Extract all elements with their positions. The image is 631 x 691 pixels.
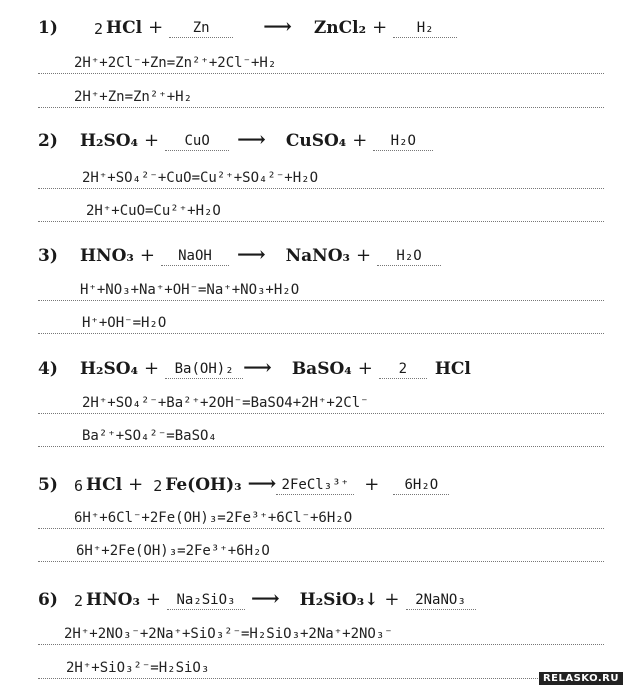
reactant1-formula: HNO₃ [80, 246, 134, 266]
product2-coefficient-blank: 2 [379, 361, 427, 379]
product1-formula: BaSO₄ [291, 359, 352, 379]
product1-formula: NaNO₃ [285, 246, 350, 266]
net-ionic-line-1 [38, 81, 604, 108]
reaction-arrow: ⟶ [243, 355, 270, 379]
reactant2-blank: NaOH [161, 248, 229, 266]
product2-blank: H₂O [373, 133, 433, 151]
plus-sign: + [384, 589, 400, 610]
full-ionic-equation: 2H⁺+SO₄²⁻+Ba²⁺+2OH⁻=BaSO4+2H⁺+2Cl⁻ [82, 395, 369, 411]
problem-number: 2) [38, 131, 58, 151]
plus-sign: + [148, 17, 164, 38]
plus-sign: + [144, 358, 160, 379]
full-ionic-equation: H⁺+NO₃+Na⁺+OH⁻=Na⁺+NO₃+H₂O [80, 282, 300, 298]
product1-formula: CuSO₄ [285, 131, 347, 151]
net-ionic-line-2 [38, 195, 604, 222]
full-ionic-line-6 [38, 618, 604, 645]
product1-blank: 2FeCl₃³⁺ [276, 477, 354, 495]
reactant2-coefficient: 2 [153, 477, 163, 495]
plus-sign: + [352, 130, 368, 151]
reaction-arrow: ⟶ [263, 14, 290, 38]
product1-formula: H₂SiO₃↓ [299, 590, 379, 610]
net-ionic-equation: 6H⁺+2Fe(OH)₃=2Fe³⁺+6H₂O [76, 543, 270, 559]
plus-sign: + [139, 245, 155, 266]
equation-4 [38, 349, 471, 379]
full-ionic-equation: 2H⁺+2Cl⁻+Zn=Zn²⁺+2Cl⁻+H₂ [74, 55, 277, 71]
net-ionic-equation: 2H⁺+Zn=Zn²⁺+H₂ [74, 89, 193, 105]
product2-blank: 6H₂O [393, 477, 449, 495]
product2-formula: HCl [434, 359, 471, 379]
product2-blank: H₂O [377, 248, 441, 266]
equation-3 [38, 236, 441, 266]
problem-number: 3) [38, 246, 58, 266]
problem-number: 5) [38, 475, 58, 495]
net-ionic-equation: 2H⁺+SiO₃²⁻=H₂SiO₃ [66, 660, 210, 676]
net-ionic-line-3 [38, 307, 604, 334]
net-ionic-equation: Ba²⁺+SO₄²⁻=BaSO₄ [82, 428, 217, 444]
reactant1-formula: HCl [106, 18, 143, 38]
reactant2-blank: Zn [169, 20, 233, 38]
plus-sign: + [357, 358, 373, 379]
reactant1-coefficient: 6 [74, 477, 84, 495]
plus-sign: + [128, 474, 144, 495]
reactant2-blank: CuO [165, 133, 229, 151]
reactant2-blank: Ba(OH)₂ [165, 361, 243, 379]
reaction-arrow: ⟶ [250, 586, 278, 610]
plus-sign: + [145, 589, 161, 610]
full-ionic-line-5 [38, 502, 604, 529]
reactant1-formula: H₂SO₄ [80, 131, 139, 151]
plus-sign: + [372, 17, 388, 38]
site-watermark: RELASKO.RU [539, 672, 623, 685]
reaction-arrow: ⟶ [236, 242, 264, 266]
reactant1-coefficient: 2 [94, 20, 104, 38]
net-ionic-line-5 [38, 535, 604, 562]
product2-blank: H₂ [393, 20, 457, 38]
equation-1 [38, 8, 457, 38]
full-ionic-equation: 2H⁺+2NO₃⁻+2Na⁺+SiO₃²⁻=H₂SiO₃+2Na⁺+2NO₃⁻ [64, 626, 393, 642]
plus-sign: + [355, 245, 372, 266]
full-ionic-equation: 6H⁺+6Cl⁻+2Fe(OH)₃=2Fe³⁺+6Cl⁻+6H₂O [74, 510, 353, 526]
net-ionic-line-6 [38, 652, 604, 679]
reactant2-blank: Na₂SiO₃ [167, 592, 245, 610]
full-ionic-line-1 [38, 47, 604, 74]
problem-number: 6) [38, 590, 58, 610]
reactant2-formula: Fe(OH)₃ [165, 475, 242, 495]
net-ionic-equation: H⁺+OH⁻=H₂O [82, 315, 167, 331]
net-ionic-equation: 2H⁺+CuO=Cu²⁺+H₂O [86, 203, 221, 219]
equation-2 [38, 121, 433, 151]
reactant1-formula: HNO₃ [86, 590, 140, 610]
full-ionic-equation: 2H⁺+SO₄²⁻+CuO=Cu²⁺+SO₄²⁻+H₂O [82, 170, 319, 186]
reactant1-coefficient: 2 [74, 592, 84, 610]
product2-blank: 2NaNO₃ [406, 592, 476, 610]
equation-5 [38, 465, 449, 495]
reactant1-formula: H₂SO₄ [80, 359, 139, 379]
full-ionic-line-2 [38, 162, 604, 189]
problem-number: 1) [38, 18, 58, 38]
full-ionic-line-4 [38, 387, 604, 414]
plus-sign: + [364, 474, 380, 495]
reaction-arrow: ⟶ [237, 127, 264, 151]
reaction-arrow: ⟶ [247, 471, 275, 495]
product1-formula: ZnCl₂ [313, 18, 367, 38]
problem-number: 4) [38, 359, 58, 379]
plus-sign: + [144, 130, 160, 151]
full-ionic-line-3 [38, 274, 604, 301]
equation-6 [38, 580, 476, 610]
net-ionic-line-4 [38, 420, 604, 447]
reactant1-formula: HCl [86, 475, 123, 495]
